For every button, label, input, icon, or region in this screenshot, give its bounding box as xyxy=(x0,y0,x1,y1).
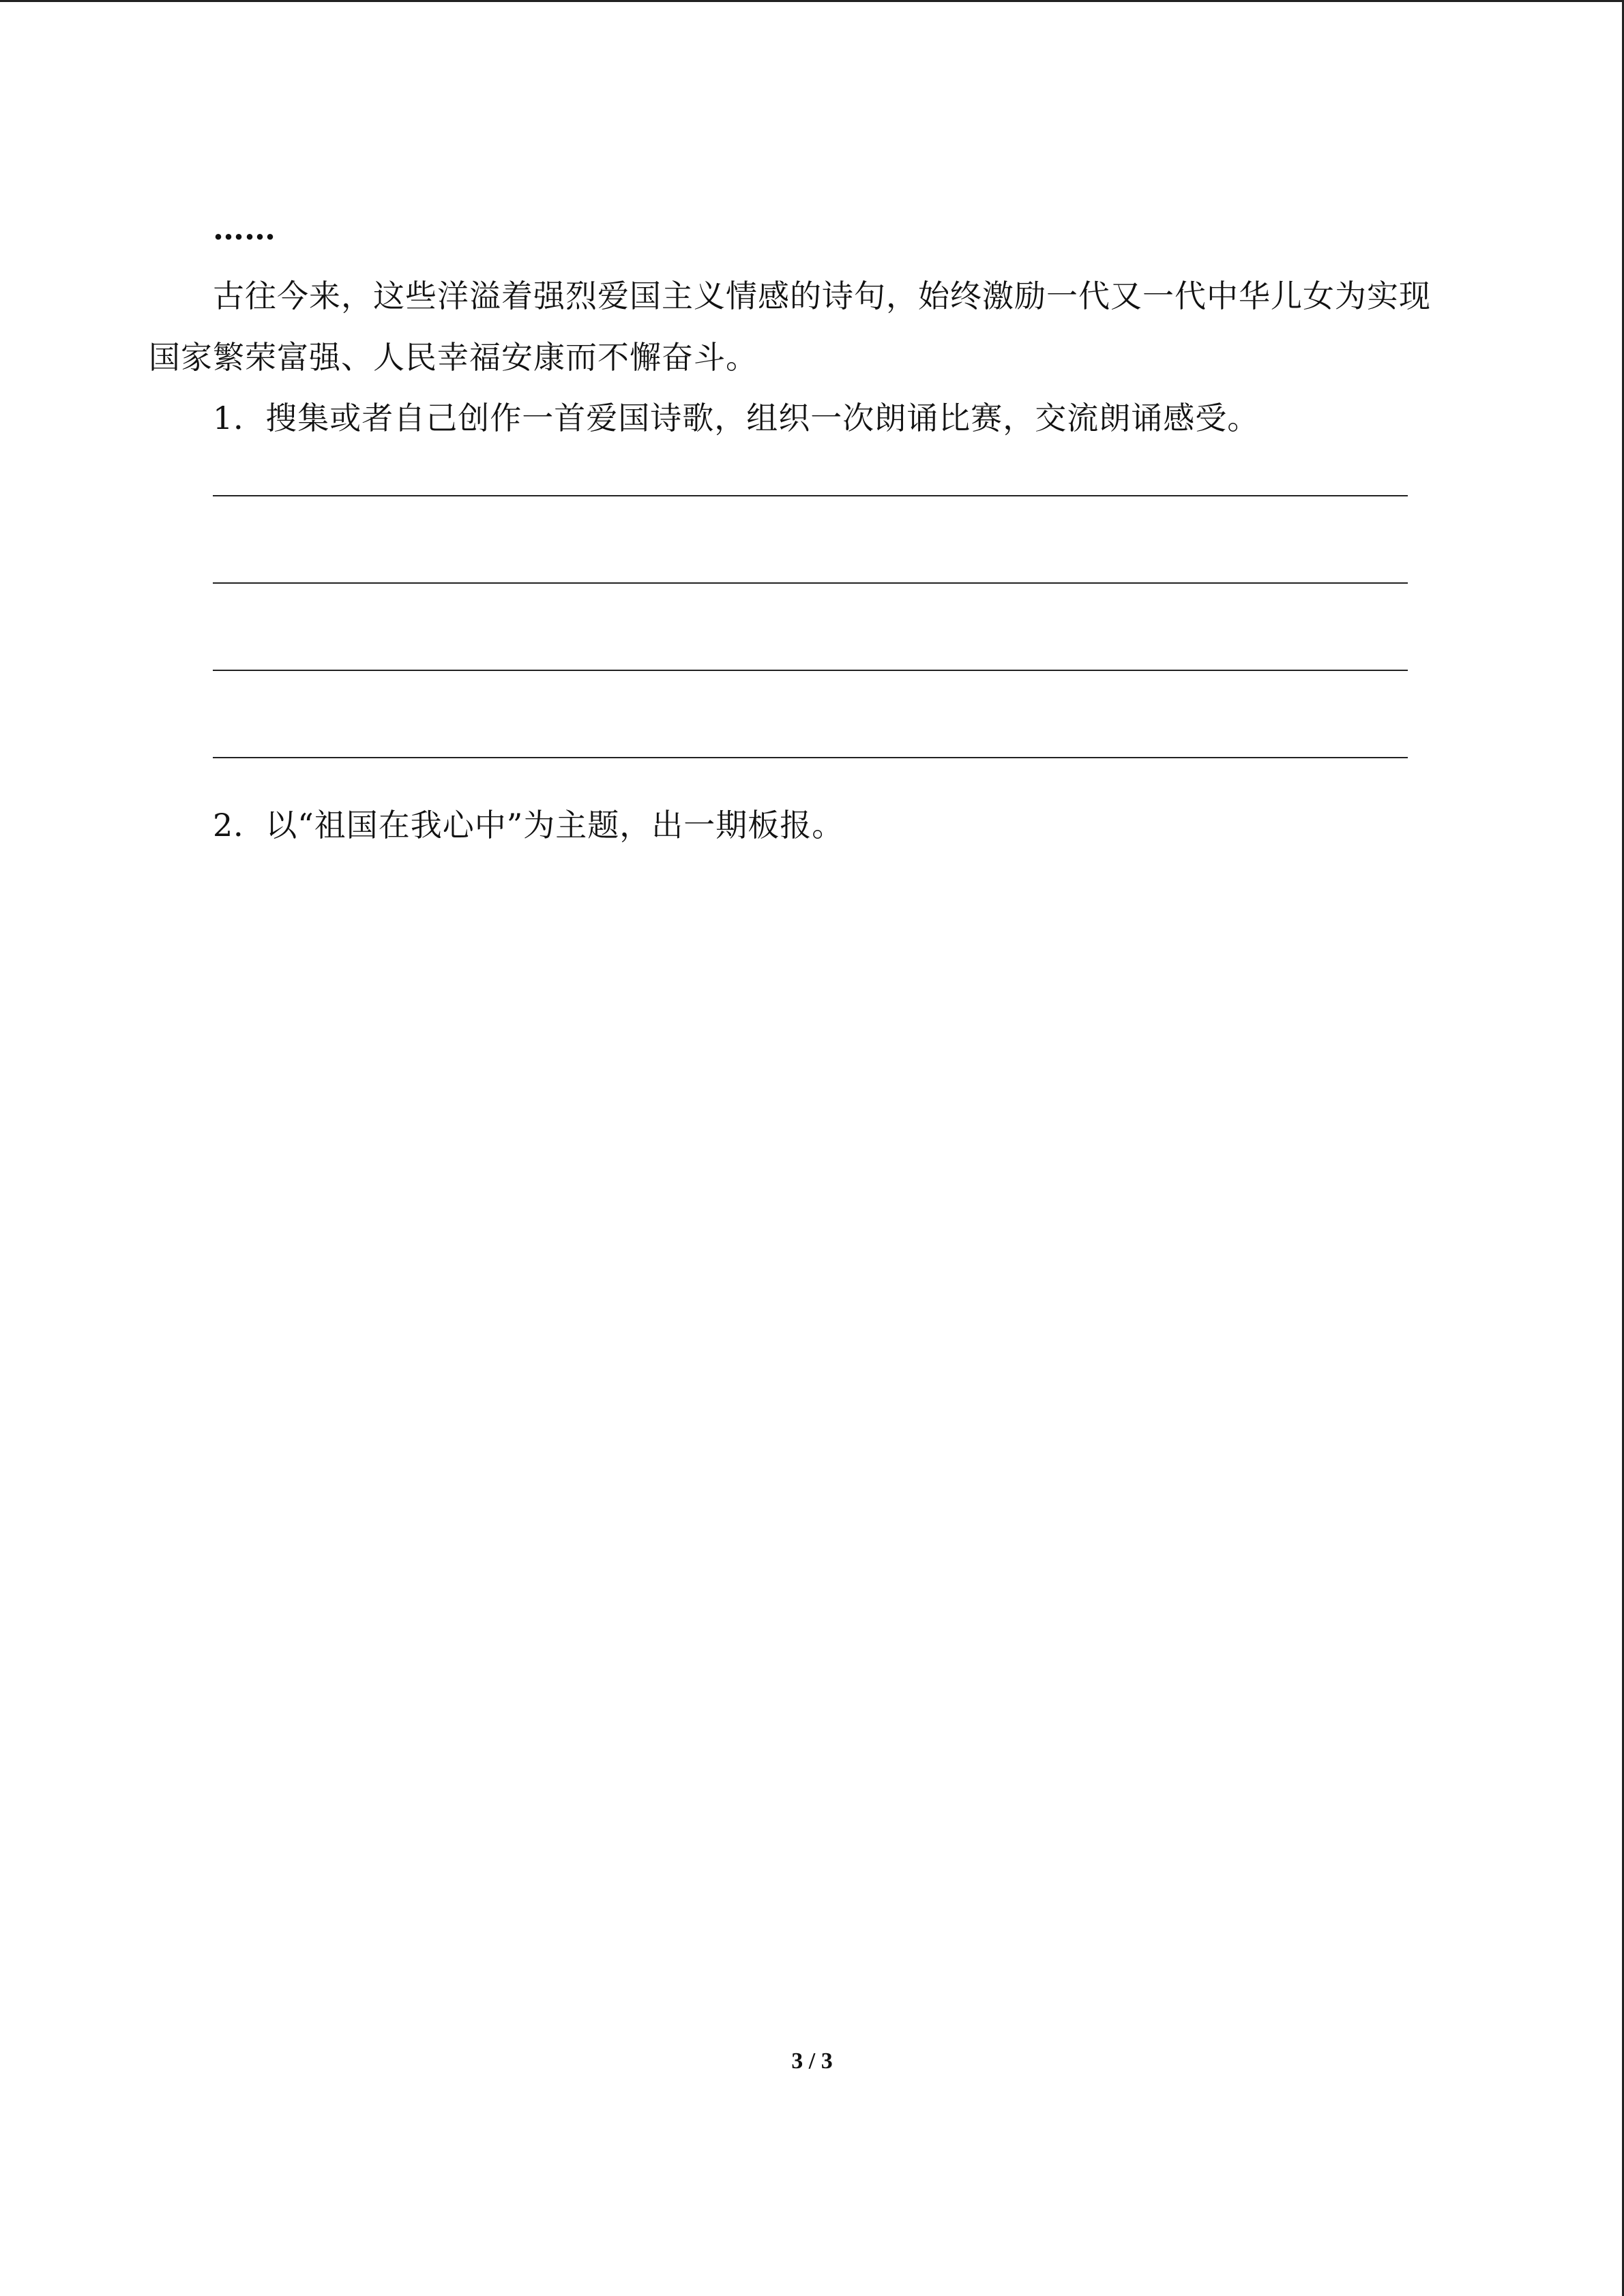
question-2: 2．以“祖国在我心中”为主题，出一期板报。 xyxy=(213,807,844,844)
page-number: 3 / 3 xyxy=(791,2048,833,2074)
ellipsis-text: …… xyxy=(213,210,276,247)
question-1: 1．搜集或者自己创作一首爱国诗歌，组织一次朗诵比赛，交流朗诵感受。 xyxy=(213,400,1260,436)
paragraph-line-1: 古往今来，这些洋溢着强烈爱国主义情感的诗句，始终激励一代又一代中华儿女为实现 xyxy=(213,278,1431,314)
answer-line-2[interactable] xyxy=(213,582,1408,584)
page-border-top xyxy=(0,0,1624,2)
paragraph-line-2: 国家繁荣富强、人民幸福安康而不懈奋斗。 xyxy=(149,339,758,376)
answer-line-1[interactable] xyxy=(213,495,1408,496)
answer-line-3[interactable] xyxy=(213,670,1408,671)
answer-line-4[interactable] xyxy=(213,757,1408,758)
